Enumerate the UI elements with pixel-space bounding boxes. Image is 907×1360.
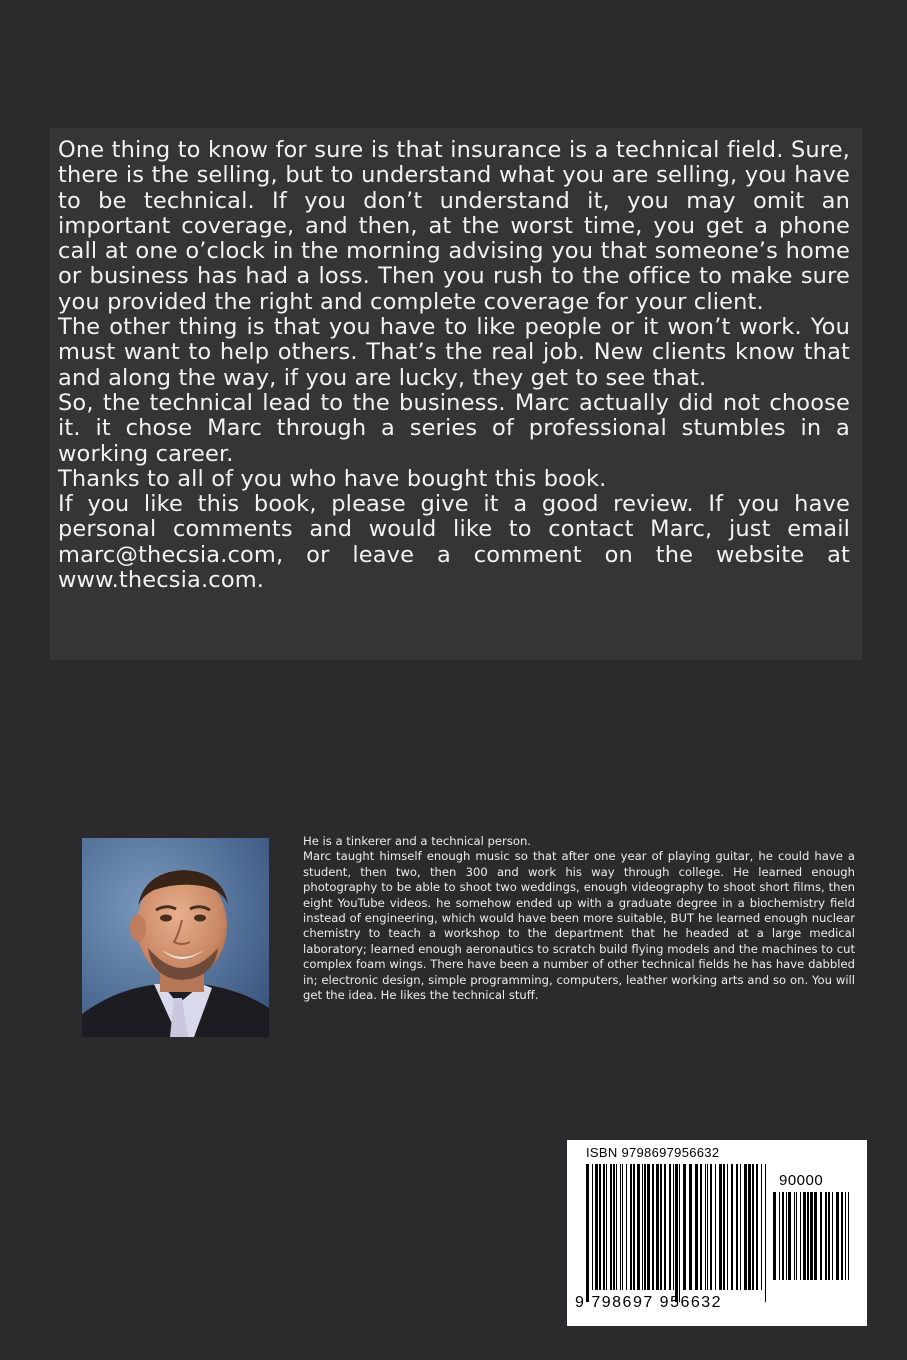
addon-barcode-bars (773, 1192, 853, 1292)
isbn-label: ISBN 9798697956632 (586, 1145, 720, 1160)
author-photo (82, 838, 269, 1037)
price-code: 90000 (779, 1172, 824, 1189)
author-bio-intro: He is a tinkerer and a technical person. (303, 834, 531, 848)
barcode-bars (586, 1164, 771, 1302)
back-cover-blurb (58, 138, 850, 593)
author-portrait-illustration (82, 838, 269, 1037)
author-bio (303, 834, 855, 1003)
blurb-paragraph-4: Thanks to all of you who have bought this book. (58, 465, 607, 492)
blurb-paragraph-1: One thing to know for sure is that insurance is a technical field. Sure, there is the selling, but to understand what you are selling, you have to be technical. If you don’t understand it, you may omit an important coverage, and then, at the worst time, you get a phone call at one o’clock in the morning advising you that someone’s home or business has had a loss. Then you rush to the office to make sure you provided the right and complete coverage for your client. (58, 137, 850, 315)
barcode-digits: 9 798697 956632 (575, 1294, 723, 1311)
author-bio-body: Marc taught himself enough music so that after one year of playing guitar, he could have a student, then two, then 300 and work his way through college. He learned enough photography to be able to shoot two weddings, enough videography to shoot short films, then eight YouTube videos. he somehow ended up with a graduate degree in a biochemistry field instead of engineering, which would have been more suitable, BUT he learned enough nuclear chemistry to teach a workshop to the department that he headed at a large medical laboratory; learned enough aeronautics to scratch build flying models and the machines to cut complex foam wings. There have been a number of other technical fields he has have dabbled in; electronic design, simple programming, computers, leather working arts and so on. You will get the idea. He likes the technical stuff. (303, 849, 855, 1003)
blurb-paragraph-2: The other thing is that you have to like people or it won’t work. You must want to help others. That’s the real job. New clients know that and along the way, if you are lucky, they get to see that. (58, 314, 850, 391)
blurb-paragraph-5: If you like this book, please give it a good review. If you have personal comments and would like to contact Marc, just email marc@thecsia.com, or leave a comment on the website at www.thecsia.com. (58, 491, 850, 594)
isbn-barcode-box (567, 1140, 867, 1326)
blurb-paragraph-3: So, the technical lead to the business. Marc actually did not choose it. it chose Marc through a series of professional stumbles in a working career. (58, 389, 850, 467)
